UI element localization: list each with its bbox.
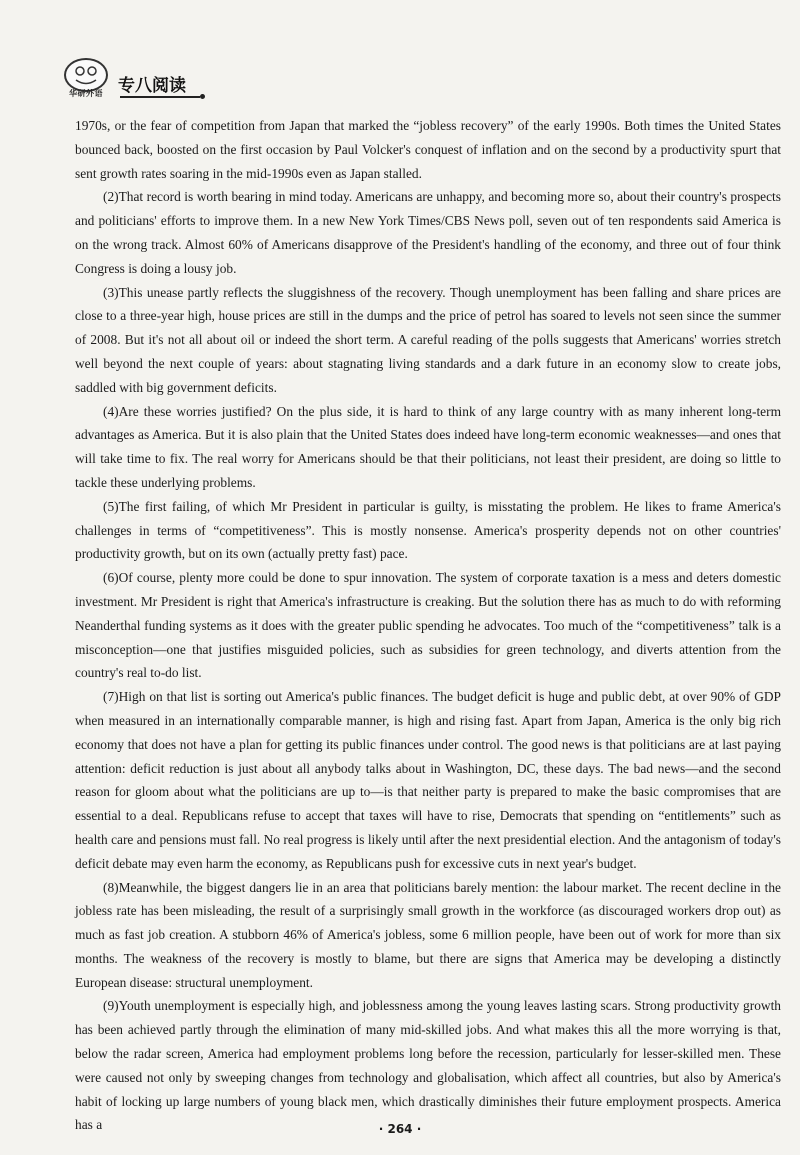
paragraph-3: (3)This unease partly reflects the sluggishness of the recovery. Though unemployment has been falling and share prices are close to a three-year high, house prices are still in the dumps and the price of petrol has soared to levels not seen since the summer of 2008. But it's not all about oil or indeed the short term. A careful reading of the polls suggests that Americans' worries stretch well beyond the next couple of years: about stagnating living standards and a dark future in an economy slow to create jobs, saddled with big government deficits. [75,284,781,395]
series-title: 专八阅读 [118,75,186,96]
header-divider [120,96,200,98]
page-number: · 264 · [378,1122,422,1136]
paragraph-4: (4)Are these worries justified? On the plus side, it is hard to think of any large country with as many inherent long-term advantages as America. But it is also plain that the United States does indeed have long-term economic weaknesses—and ones that will take time to fix. The real worry for Americans should be that their politicians, not least their president, are doing so little to tackle these underlying problems. [75,403,781,490]
paragraph-1: 1970s, or the fear of competition from Japan that marked the “jobless recovery” of the early 1990s. Both times the United States bounced back, boosted on the first occasion by Paul Volcker's conquest of inflation and on the second by a productivity spurt that sent growth rates soaring in the mid-1990s even as Japan stalled. [75,118,781,181]
paragraph-8: (8)Meanwhile, the biggest dangers lie in an area that politicians barely mention: the labour market. The recent decline in the jobless rate has been misleading, the result of a surprisingly small growth in the workforce (as discouraged workers drop out) as much as fast job creation. A stubborn 46% of America's jobless, some 6 million people, have been out of work for more than six months. The weakness of the recovery is mostly to blame, but there are signs that America may be developing a distinctly European disease: structural unemployment. [75,879,781,990]
paragraph-9: (9)Youth unemployment is especially high, and joblessness among the young leaves lasting scars. Strong productivity growth has been achieved partly through the elimination of many mid-skilled jobs. And what makes this all the more worrying is that, below the radar screen, America had employment problems long before the recession, particularly for lesser-skilled men. These were caused not only by sweeping changes from technology and globalisation, which affect all countries, but also by America's habit of locking up large numbers of young black men, which drastically diminishes their future employment prospects. America has a [75,998,781,1133]
logo-text: 华研外语 [69,89,103,98]
paragraph-2: (2)That record is worth bearing in mind today. Americans are unhappy, and becoming more so, about their country's prospects and politicians' efforts to improve them. In a new New York Times/CBS News poll, seven out of ten respondents said America is on the wrong track. Almost 60% of Americans disapprove of the President's handling of the economy, and three out of four think Congress is doing a lousy job. [75,189,781,276]
paragraph-6: (6)Of course, plenty more could be done to spur innovation. The system of corporate taxation is a mess and deters domestic investment. Mr President is right that America's infrastructure is creaking. But the solution there has as much to do with reforming Neanderthal funding systems as it does with the greater public spending he advocates. Too much of the “competitiveness” talk is a misconception—one that justifies misguided policies, such as subsidies for green technology, and diverts attention from the country's real to-do list. [75,570,781,681]
paragraph-5: (5)The first failing, of which Mr President in particular is guilty, is misstating the problem. He likes to frame America's challenges in terms of “competitiveness”. This is mostly nonsense. America's prosperity depends not on other countries' productivity growth, but on its own (actually pretty fast) pace. [75,498,781,562]
logo-emblem-icon [64,58,108,92]
paragraph-7: (7)High on that list is sorting out America's public finances. The budget deficit is huge and public debt, at over 90% of GDP when measured in an internationally comparable manner, is high and rising fast. Apart from Japan, America is the only big rich economy that does not have a plan for getting its public finances under control. The good news is that politicians are at last paying attention: deficit reduction is just about all anybody talks about in Washington, DC, these days. The bad news—and the second reason for gloom about what the politicians are up to—is that neither party is prepared to make the basic compromises that are essential to a deal. Republicans refuse to accept that taxes will have to rise, Democrats that spending on “entitlements” such as health care and pensions must fall. No real progress is likely until after the next presidential election. And the antagonism of today's deficit debate may even harm the economy, as Republicans push for excessive cuts in next year's budget. [75,689,781,871]
publisher-logo [60,58,112,102]
article-body [75,114,781,1137]
header-divider-dot [200,94,205,99]
